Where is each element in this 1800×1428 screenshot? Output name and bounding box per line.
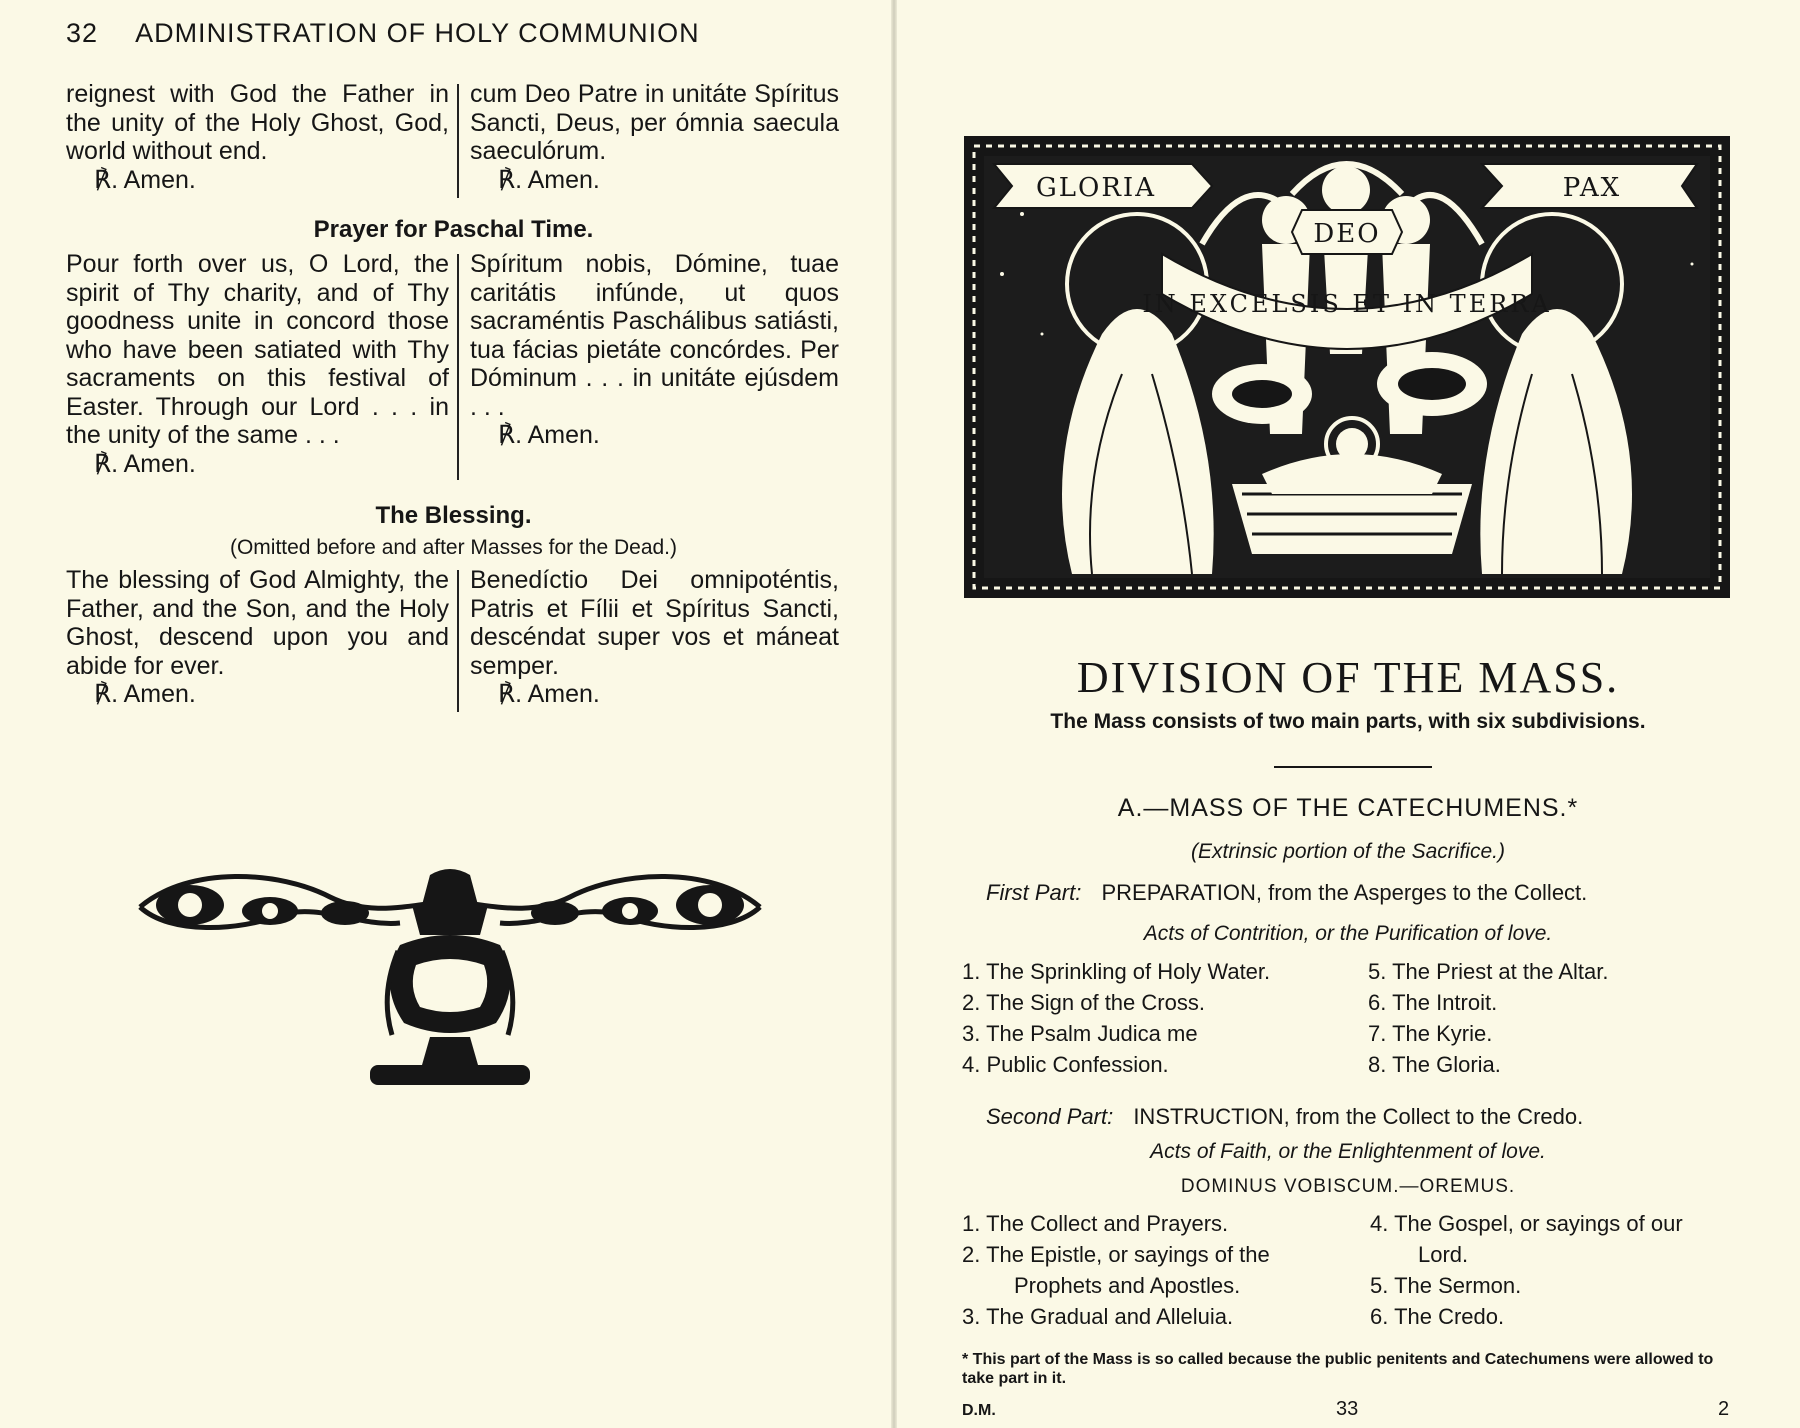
list-item: 1. The Sprinkling of Holy Water. [962,959,1271,984]
paschal-prayer-block [66,250,841,480]
list-item: 4. The Gospel, or sayings of our [1370,1211,1683,1236]
first-part-list-left [962,956,1270,1080]
list-item: 8. The Gloria. [1368,1052,1501,1077]
page-number-left: 32 [66,18,99,48]
list-item: 5. The Priest at the Altar. [1368,959,1609,984]
english-column [66,80,449,194]
response-english: ℟. Amen. [94,449,196,478]
page-number-right: 33 [1336,1398,1359,1420]
second-part-label: Second Part: [986,1104,1114,1129]
first-part-list-right [1368,956,1609,1080]
column-divider [457,254,459,480]
dominus-vobiscum: DOMINUS VOBISCUM.—OREMUS. [1180,1176,1516,1197]
list-item: Prophets and Apostles. [1014,1273,1241,1298]
column-divider [457,570,459,712]
deo-scroll-text: DEO [1313,219,1381,249]
list-item: 5. The Sermon. [1370,1273,1522,1298]
blessing-heading: The Blessing. [375,502,532,529]
list-item: 6. The Introit. [1368,990,1498,1015]
closing-block [66,80,841,200]
latin-column [470,80,839,194]
latin-text: cum Deo Patre in unitáte Spíritus Sancti, Deus, per ómnia saecula saeculórum. [470,80,839,165]
list-item: 3. The Gradual and Alleluia. [962,1304,1234,1329]
first-part-text: PREPARATION, from the Asperges to the Collect. [1101,880,1588,905]
list-item: Lord. [1418,1242,1469,1267]
running-head-title: ADMINISTRATION OF HOLY COMMUNION [135,18,700,48]
section-a-subheading: (Extrinsic portion of the Sacrifice.) [1191,840,1505,863]
title-divider [1274,766,1432,768]
latin-text: Benedíctio Dei omnipoténtis, Patris et Fílii et Spíritus Sancti, descéndat super vos et máneat semper. [470,566,839,680]
second-part-text: INSTRUCTION, from the Collect to the Credo. [1133,1104,1584,1129]
english-text: The blessing of God Almighty, the Father, and the Son, and the Holy Ghost, descend upon you and abide for ever. [66,566,449,680]
signature-mark: D.M. [962,1402,996,1419]
first-part-line [986,880,1587,906]
page-subtitle: The Mass consists of two main parts, with six subdivisions. [1050,710,1646,733]
in-excelsis-scroll-text: IN EXCELSIS ET IN TERRA [1142,290,1552,318]
response-latin: ℟. Amen. [498,165,600,194]
first-part-acts: Acts of Contrition, or the Purification of love. [1143,922,1553,945]
blessing-block [66,566,841,716]
response-english: ℟. Amen. [94,165,196,194]
nativity-banner [962,134,1732,600]
prayer-heading: Prayer for Paschal Time. [313,216,594,243]
english-text: Pour forth over us, O Lord, the spirit of Thy charity, and of Thy goodness unite in concord those who have been satiated with Thy sacraments on this festival of Easter. Through our Lord . . . in the unity of the same . . . [66,250,449,449]
second-part-line [986,1104,1583,1130]
english-text: reignest with God the Father in the unity of the Holy Ghost, God, world without end. [66,80,449,165]
response-english: ℟. Amen. [94,680,196,708]
response-latin: ℟. Amen. [498,421,600,449]
column-divider [457,84,459,198]
second-part-list-right [1370,1208,1683,1332]
first-part-label: First Part: [986,880,1082,905]
section-a-heading: A.—MASS OF THE CATECHUMENS.* [1117,794,1579,822]
pax-scroll-text: PAX [1562,173,1622,203]
latin-text: Spíritum nobis, Dómine, tuae caritátis infúnde, ut quos sacraméntis Paschálibus satiásti, tua fácias pietáte concórdes. Per Dóminum . . . in unitáte ejúsdem . . . [470,250,839,421]
list-item: 2. The Epistle, or sayings of the [962,1242,1270,1267]
list-item: 4. Public Confession. [962,1052,1169,1077]
list-item: 1. The Collect and Prayers. [962,1211,1229,1236]
list-item: 2. The Sign of the Cross. [962,990,1205,1015]
censer-ornament [130,865,770,1095]
latin-column [470,566,839,709]
blessing-note: (Omitted before and after Masses for the Dead.) [229,536,678,559]
gloria-scroll-text: GLORIA [1036,173,1156,203]
latin-column [470,250,839,450]
english-column [66,250,449,478]
page-title: DIVISION OF THE MASS. [1076,653,1620,702]
english-column [66,566,449,709]
footnote: * This part of the Mass is so called because the public penitents and Catechumens were allowed to take part in it. [962,1351,1714,1387]
list-item: 3. The Psalm Judica me [962,1021,1198,1046]
second-part-acts: Acts of Faith, or the Enlightenment of love. [1150,1140,1546,1163]
nativity-illustration [962,134,1732,600]
second-part-list-left [962,1208,1270,1332]
sheet-number: 2 [1718,1398,1730,1420]
list-item: 7. The Kyrie. [1368,1021,1493,1046]
left-page [0,0,892,1428]
list-item: 6. The Credo. [1370,1304,1505,1329]
running-head [66,18,700,49]
response-latin: ℟. Amen. [498,680,600,708]
